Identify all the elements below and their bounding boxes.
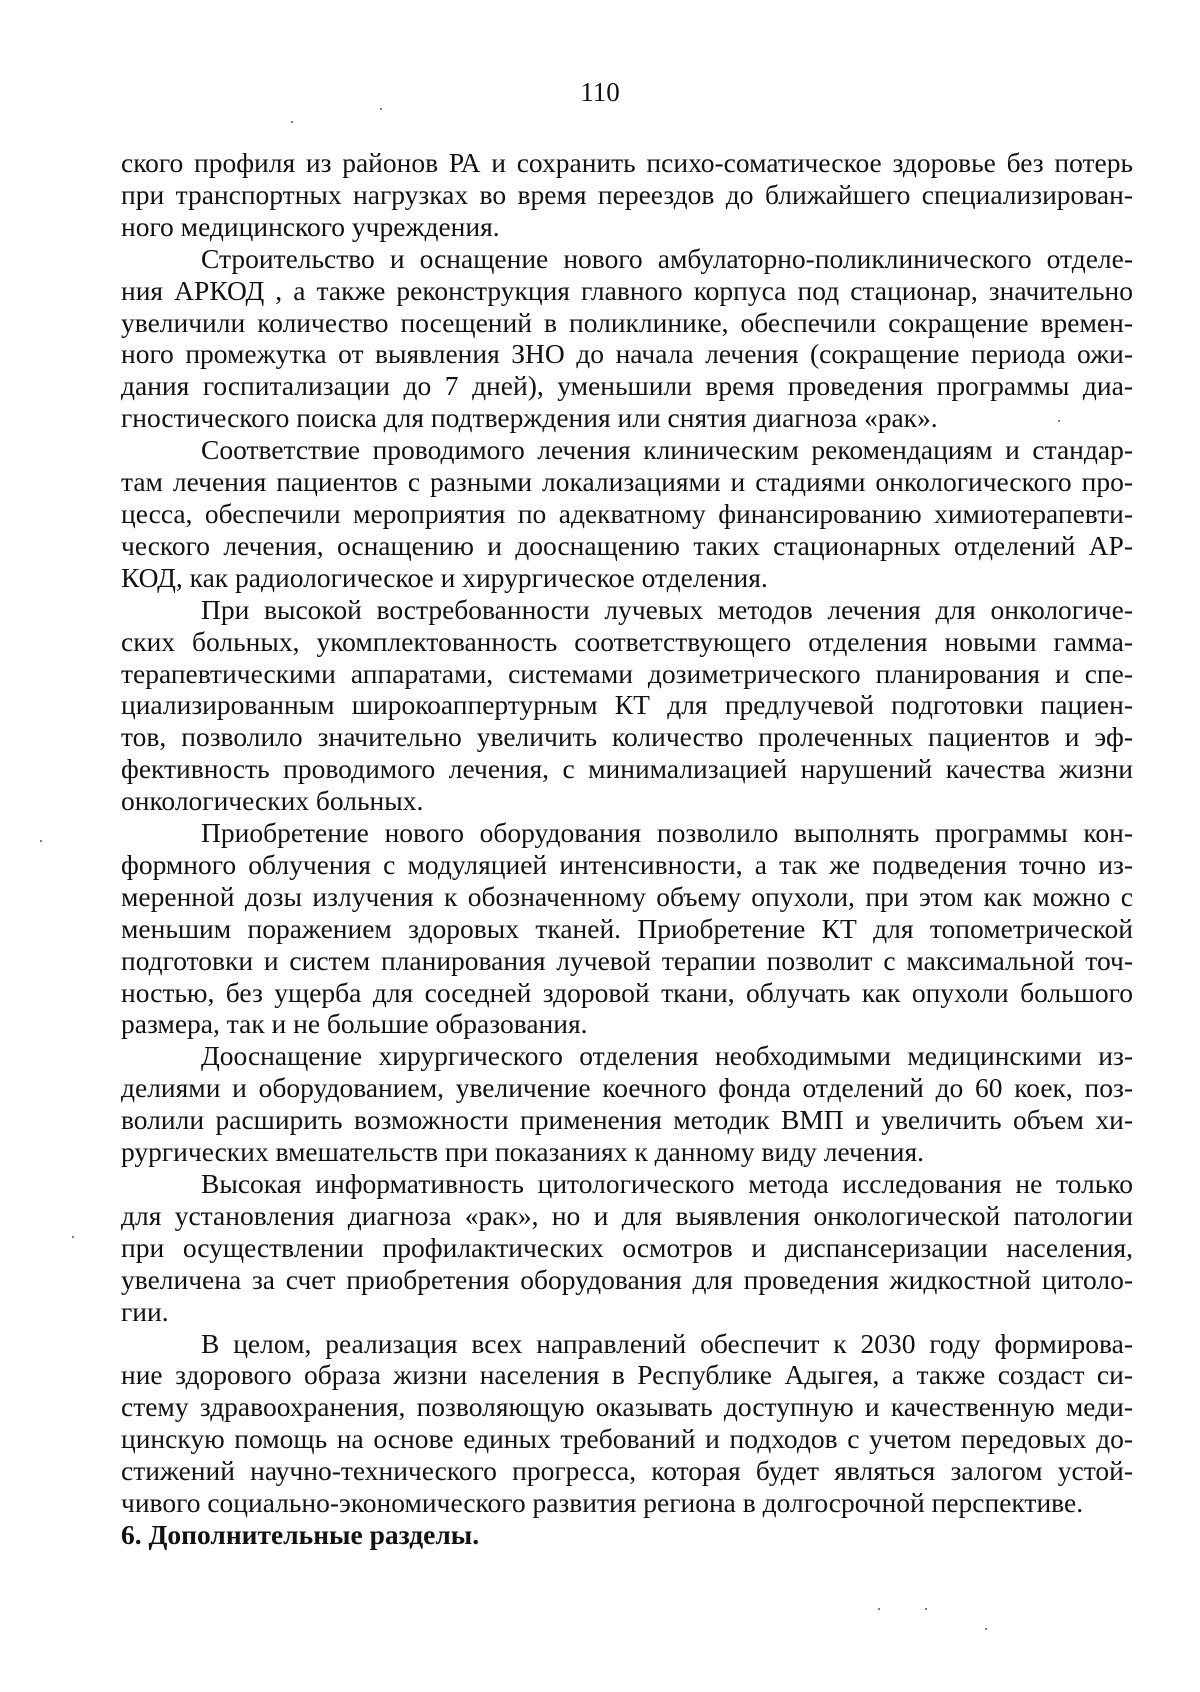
text-line: Дооснащение хирургического отделения необходимыми медицинскими из- (201, 1040, 1133, 1072)
scan-speck (40, 840, 42, 842)
text-line: цинскую помощь на основе единых требований и подходов с учетом передовых до- (121, 1423, 1133, 1455)
scan-speck (1058, 420, 1060, 422)
text-line: увеличена за счет приобретения оборудования для проведения жидкостной цитоло- (121, 1263, 1133, 1295)
text-line: увеличили количество посещений в поликлинике, обеспечили сокращение времен- (121, 306, 1133, 338)
paragraph (121, 1328, 1133, 1519)
scan-speck (380, 108, 382, 110)
scan-speck (72, 1236, 74, 1238)
scan-speck (291, 121, 293, 123)
text-line: гии. (121, 1295, 169, 1327)
page-number: 110 (580, 77, 620, 107)
text-line: ностью, без ущерба для соседней здоровой ткани, облучать как опухоли большого (121, 976, 1133, 1008)
text-line: Строительство и оснащение нового амбулаторно-поликлинического отделе- (201, 242, 1133, 274)
scan-speck (925, 1608, 927, 1610)
text-line: тов, позволило значительно увеличить количество пролеченных пациентов и эф- (121, 721, 1133, 753)
text-line: меренной дозы излучения к обозначенному объему опухоли, при этом как можно с (121, 880, 1133, 912)
text-line: При высокой востребованности лучевых методов лечения для онкологиче- (201, 593, 1133, 625)
text-line: размера, так и не большие образования. (121, 1008, 588, 1040)
paragraph (121, 594, 1133, 817)
text-line: Приобретение нового оборудования позволило выполнять программы кон- (201, 817, 1133, 849)
text-line: Высокая информативность цитологического метода исследования не только (201, 1168, 1133, 1199)
text-line: терапевтическими аппаратами, системами дозиметрического планирования и спе- (121, 657, 1133, 689)
text-line: чивого социально-экономического развития региона в долгосрочной перспективе. (121, 1487, 1084, 1519)
text-line: подготовки и систем планирования лучевой терапии позволит с максимальной точ- (121, 944, 1133, 976)
text-line: циализированным широкоаппертурным КТ для предлучевой подготовки пациен- (121, 689, 1133, 721)
text-line: волили расширить возможности применения методик ВМП и увеличить объем хи- (121, 1104, 1133, 1136)
text-line: КОД, как радиологическое и хирургическое отделения. (121, 561, 768, 593)
paragraph-container (121, 147, 1133, 1519)
paragraph (121, 1168, 1133, 1328)
text-line: ских больных, укомплектованность соответствующего отделения новыми гамма- (121, 625, 1133, 657)
text-line: делиями и оборудованием, увеличение коечного фонда отделений до 60 коек, поз- (121, 1072, 1133, 1104)
text-line: ния АРКОД , а также реконструкция главного корпуса под стационар, значительно (121, 274, 1133, 306)
text-line: гностического поиска для подтверждения или снятия диагноза «рак». (121, 402, 938, 434)
text-line: ского профиля из районов РА и сохранить психо-соматическое здоровье без потерь (121, 147, 1133, 178)
text-line: дания госпитализации до 7 дней), уменьшили время проведения программы диа- (121, 370, 1133, 402)
text-line: рургических вмешательств при показаниях к данному виду лечения. (121, 1136, 925, 1168)
paragraph (121, 434, 1133, 594)
text-line: для установления диагноза «рак», но и для выявления онкологической патологии (121, 1199, 1133, 1231)
text-line: там лечения пациентов с разными локализациями и стадиями онкологического про- (121, 466, 1133, 498)
text-line: ного промежутка от выявления ЗНО до начала лечения (сокращение периода ожи- (121, 338, 1133, 370)
text-line: стижений научно-технического прогресса, которая будет являться залогом устой- (121, 1455, 1133, 1487)
text-line: ние здорового образа жизни населения в Республике Адыгея, а также создаст си- (121, 1359, 1133, 1391)
paragraph (121, 1040, 1133, 1168)
text-line: при осуществлении профилактических осмотров и диспансеризации населения, (121, 1231, 1133, 1263)
section-heading: 6. Дополнительные разделы. (121, 1518, 480, 1550)
text-line: фективность проводимого лечения, с минимализацией нарушений качества жизни (121, 753, 1133, 785)
text-line: меньшим поражением здоровых тканей. Приобретение КТ для топометрической (121, 912, 1133, 944)
text-line: ческого лечения, оснащению и дооснащению таких стационарных отделений АР- (121, 529, 1133, 561)
scan-speck (878, 1608, 880, 1610)
text-line: формного облучения с модуляцией интенсивности, а так же подведения точно из- (121, 848, 1133, 880)
paragraph (121, 147, 1133, 243)
text-line: В целом, реализация всех направлений обеспечит к 2030 году формирова- (201, 1327, 1133, 1359)
text-line: цесса, обеспечили мероприятия по адекватному финансированию химиотерапевти- (121, 497, 1133, 529)
document-body (121, 147, 1133, 1551)
text-line: при транспортных нагрузках во время переездов до ближайшего специализирован- (121, 178, 1133, 210)
paragraph (121, 817, 1133, 1040)
scan-speck (985, 1628, 987, 1630)
text-line: Соответствие проводимого лечения клиническим рекомендациям и стандар- (201, 434, 1133, 466)
text-line: онкологических больных. (121, 785, 424, 817)
paragraph (121, 243, 1133, 434)
text-line: стему здравоохранения, позволяющую оказывать доступную и качественную меди- (121, 1391, 1133, 1423)
text-line: ного медицинского учреждения. (121, 210, 500, 242)
